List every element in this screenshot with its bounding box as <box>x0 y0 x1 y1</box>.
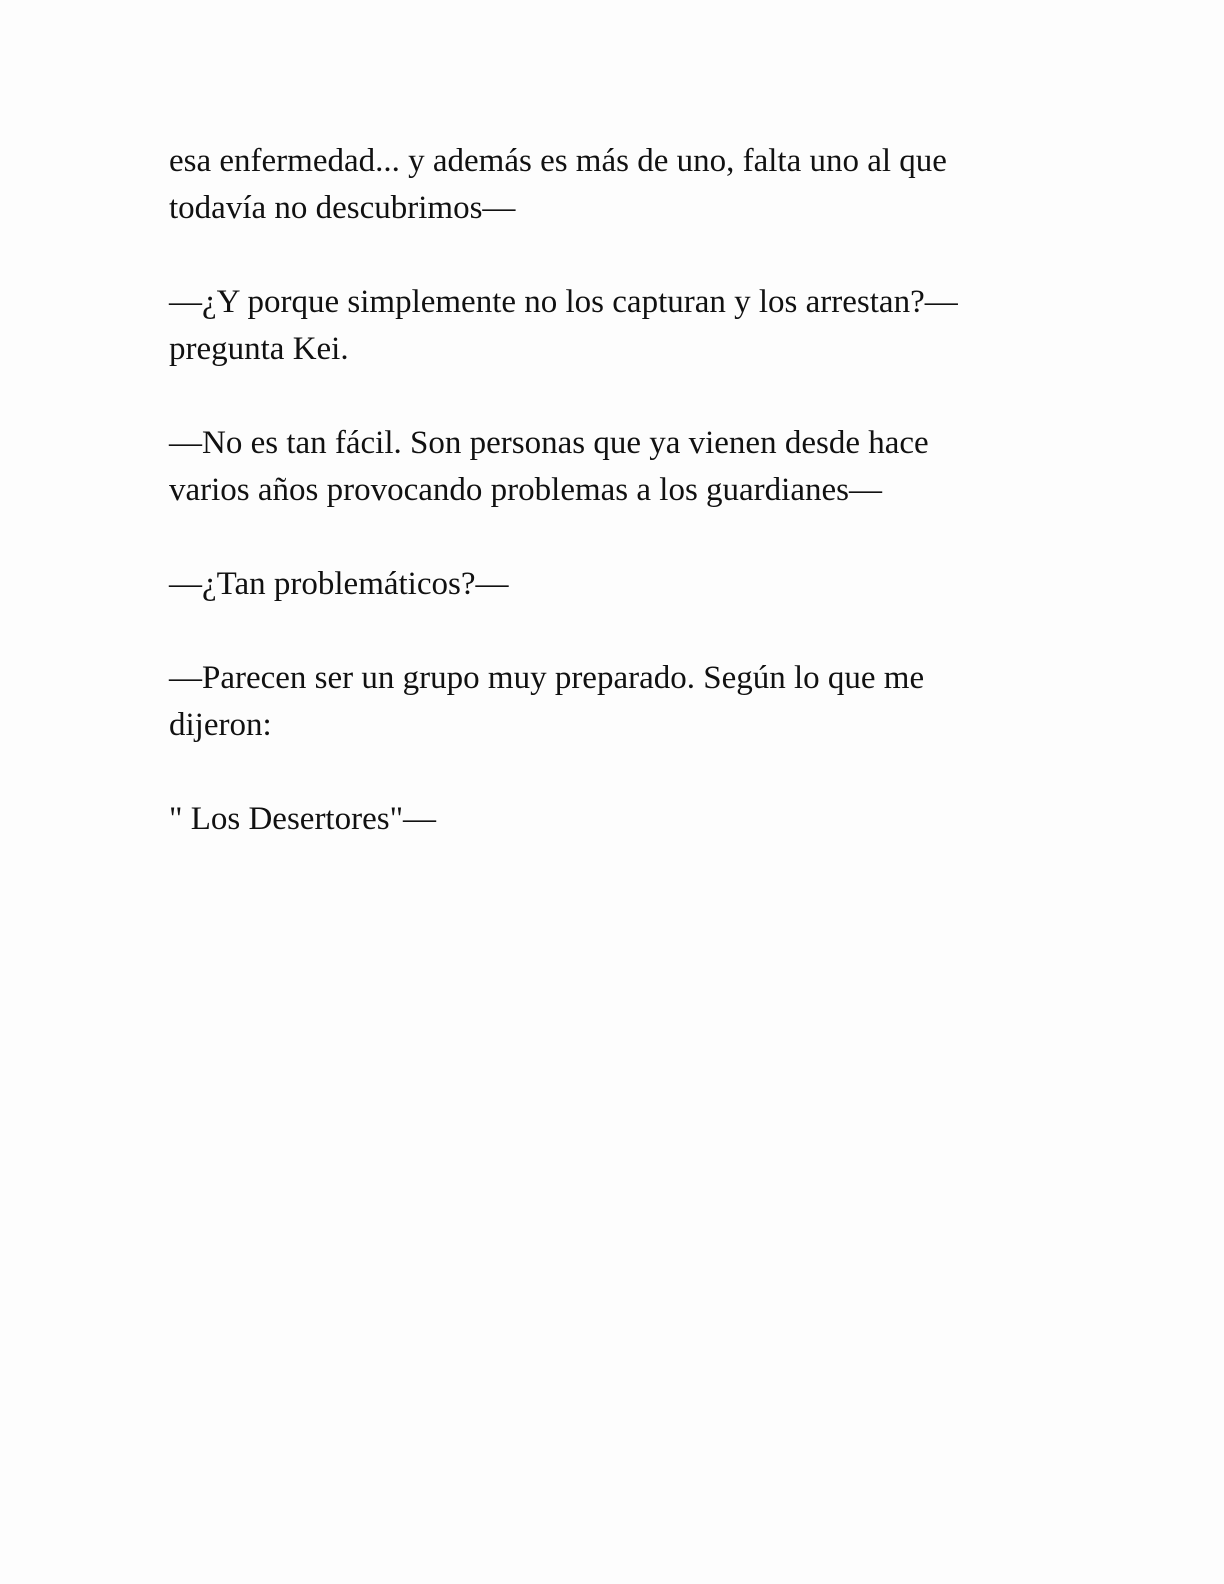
text-line: dijeron: <box>169 707 272 743</box>
text-line: —¿Tan problemáticos?— <box>169 566 509 602</box>
text-line: varios años provocando problemas a los guardianes— <box>169 472 882 508</box>
text-line: —No es tan fácil. Son personas que ya vienen desde hace <box>169 425 929 461</box>
paragraph <box>169 655 1049 749</box>
text-line: " Los Desertores"— <box>169 801 437 837</box>
text-line: todavía no descubrimos— <box>169 190 516 226</box>
text-line: esa enfermedad... y además es más de uno, falta uno al que <box>169 143 947 179</box>
text-line: pregunta Kei. <box>169 331 349 367</box>
text-line: —Parecen ser un grupo muy preparado. Según lo que me <box>169 660 925 696</box>
paragraph <box>169 420 1049 514</box>
text-line: —¿Y porque simplemente no los capturan y los arrestan?— <box>169 284 958 320</box>
paragraph <box>169 138 1049 232</box>
paragraph <box>169 796 1049 843</box>
body-text <box>169 138 1049 890</box>
paragraph <box>169 561 1049 608</box>
paragraph <box>169 279 1049 373</box>
